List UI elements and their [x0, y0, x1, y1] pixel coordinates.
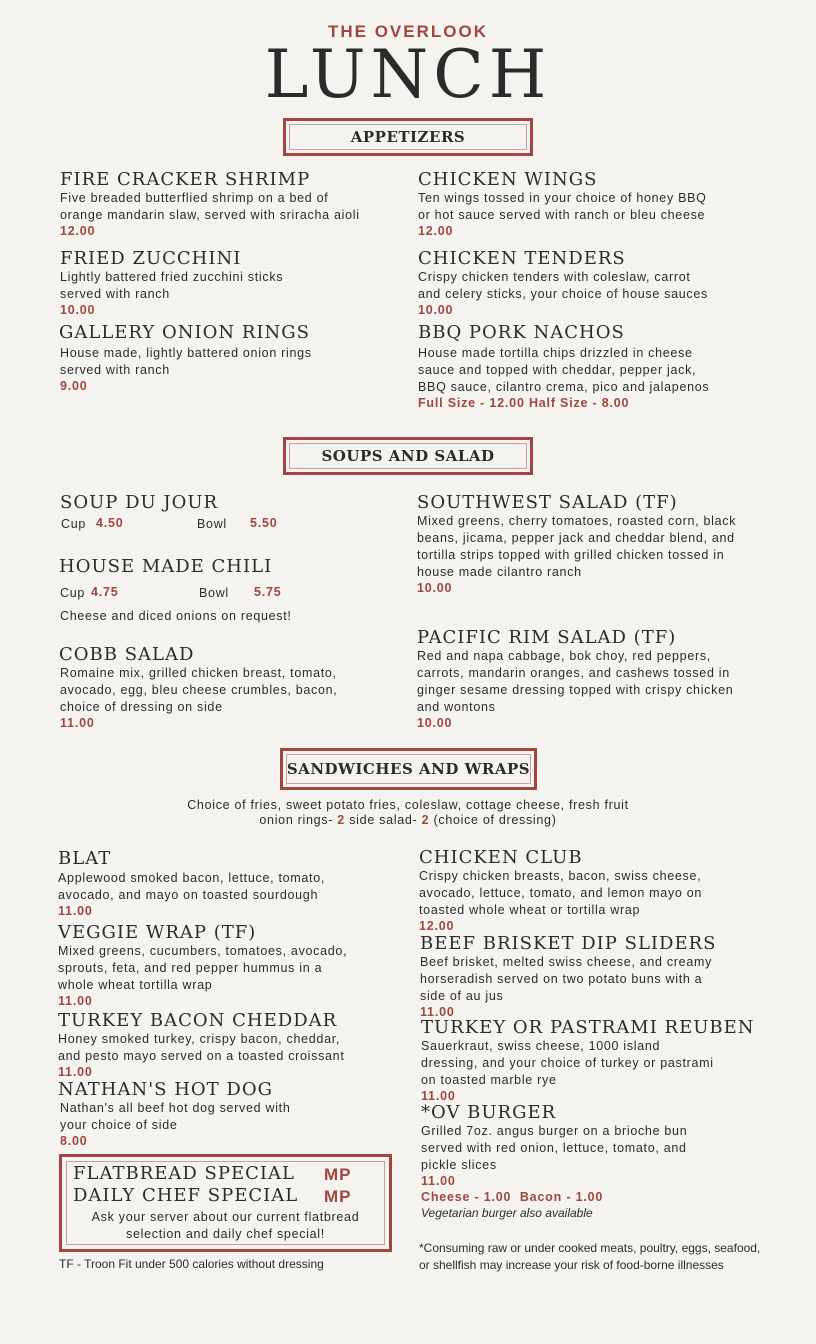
menu-item-fire-cracker-shrimp	[60, 170, 360, 238]
specials-desc-2: selection and daily chef special!	[126, 1227, 325, 1241]
item-desc: served with red onion, lettuce, tomato, and	[421, 1141, 687, 1155]
item-price: 11.00	[420, 1005, 455, 1019]
item-name: BLAT	[58, 848, 112, 869]
menu-item-onion-rings	[59, 323, 312, 393]
item-desc: Lightly battered fried zucchini sticks	[60, 270, 284, 284]
item-price: 11.00	[60, 716, 95, 730]
bowl-label: Bowl	[199, 586, 229, 600]
item-desc: served with ranch	[60, 287, 170, 301]
item-desc: Five breaded butterflied shrimp on a bed of	[60, 191, 329, 205]
flatbread-special-name: FLATBREAD SPECIAL	[73, 1163, 295, 1184]
item-name: CHICKEN TENDERS	[418, 248, 626, 269]
item-desc: Nathan's all beef hot dog served with	[60, 1101, 291, 1115]
cup-price: 4.50	[96, 516, 124, 530]
consumption-warning-line-2: or shellfish may increase your risk of food-borne illnesses	[419, 1258, 724, 1272]
item-desc: and pesto mayo served on a toasted croissant	[58, 1049, 345, 1063]
menu-title: LUNCH	[264, 36, 552, 113]
item-desc: Ten wings tossed in your choice of honey BBQ	[418, 191, 707, 205]
item-name: NATHAN'S HOT DOG	[58, 1079, 273, 1100]
bowl-price: 5.50	[250, 516, 278, 530]
item-price: 8.00	[60, 1134, 88, 1148]
item-desc: ginger sesame dressing topped with crispy chicken	[417, 683, 734, 697]
item-desc: Applewood smoked bacon, lettuce, tomato,	[58, 871, 326, 885]
item-desc: Mixed greens, cucumbers, tomatoes, avocado,	[58, 944, 348, 958]
menu-item-pacific-rim-salad	[417, 628, 733, 730]
item-desc: avocado, and mayo on toasted sourdough	[58, 888, 319, 902]
item-name: SOUTHWEST SALAD (TF)	[417, 492, 678, 513]
cup-label: Cup	[60, 586, 86, 600]
item-desc: BBQ sauce, cilantro crema, pico and jalapenos	[418, 380, 710, 394]
item-desc: or hot sauce served with ranch or bleu cheese	[418, 208, 706, 222]
sides-line-1: Choice of fries, sweet potato fries, coleslaw, cottage cheese, fresh fruit	[187, 798, 629, 812]
menu-item-house-made-chili	[59, 557, 389, 623]
item-desc: side of au jus	[420, 989, 504, 1003]
bowl-price: 5.75	[254, 585, 282, 599]
item-price: 10.00	[417, 716, 453, 730]
item-price: 10.00	[418, 303, 454, 317]
item-name: COBB SALAD	[59, 644, 195, 665]
item-name: CHICKEN CLUB	[419, 847, 583, 868]
item-desc: house made cilantro ranch	[417, 565, 582, 579]
item-name: GALLERY ONION RINGS	[59, 322, 310, 343]
consumption-warning-line-1: *Consuming raw or under cooked meats, poultry, eggs, seafood,	[419, 1241, 761, 1255]
item-desc: dressing, and your choice of turkey or pastrami	[421, 1056, 714, 1070]
item-desc: House made tortilla chips drizzled in cheese	[418, 346, 693, 360]
item-price: 10.00	[60, 303, 96, 317]
menu-item-cobb-salad	[59, 645, 337, 730]
item-desc: horseradish served on two potato buns with a	[420, 972, 703, 986]
menu-item-beef-brisket-sliders	[420, 934, 716, 1019]
item-price: 11.00	[58, 904, 93, 918]
item-price: 11.00	[421, 1174, 456, 1188]
item-desc: tortilla strips topped with grilled chicken tossed in	[417, 548, 725, 562]
burger-addons: Cheese - 1.00 Bacon - 1.00	[421, 1190, 604, 1204]
item-name: VEGGIE WRAP (TF)	[58, 922, 257, 943]
section-heading-sandwiches	[280, 748, 537, 790]
item-desc: House made, lightly battered onion rings	[60, 346, 312, 360]
item-price: 12.00	[60, 224, 96, 238]
item-price: 12.00	[419, 919, 455, 933]
cup-label: Cup	[61, 517, 87, 531]
item-name: *OV BURGER	[421, 1102, 557, 1123]
item-name: SOUP DU JOUR	[60, 492, 219, 513]
item-desc: whole wheat tortilla wrap	[58, 978, 213, 992]
item-name: BEEF BRISKET DIP SLIDERS	[420, 933, 717, 954]
item-name: BBQ PORK NACHOS	[418, 322, 625, 343]
item-desc: carrots, mandarin oranges, and cashews tossed in	[417, 666, 730, 680]
item-price: 11.00	[58, 1065, 93, 1079]
item-desc: pickle slices	[421, 1158, 497, 1172]
item-desc: orange mandarin slaw, served with sriracha aioli	[60, 208, 360, 222]
item-desc: avocado, lettuce, tomato, and lemon mayo on	[419, 886, 703, 900]
section-heading-sandwiches-label: SANDWICHES AND WRAPS	[286, 760, 531, 778]
specials-desc-1: Ask your server about our current flatbread	[91, 1210, 360, 1224]
menu-item-southwest-salad	[417, 493, 736, 595]
section-heading-appetizers-label: APPETIZERS	[350, 128, 466, 146]
item-name: TURKEY OR PASTRAMI REUBEN	[421, 1017, 755, 1038]
sides-info	[0, 797, 816, 829]
flatbread-special-price: MP	[324, 1165, 352, 1184]
cup-price: 4.75	[91, 585, 119, 599]
item-price: Full Size - 12.00 Half Size - 8.00	[418, 396, 630, 410]
chef-special-name: DAILY CHEF SPECIAL	[73, 1185, 299, 1206]
menu-item-chicken-club	[419, 848, 702, 933]
item-desc: Mixed greens, cherry tomatoes, roasted corn, black	[417, 514, 737, 528]
menu-item-turkey-bacon-cheddar	[58, 1011, 345, 1079]
venue-name: THE OVERLOOK	[327, 22, 488, 41]
consumption-warning	[419, 1240, 760, 1274]
menu-item-chicken-tenders	[418, 249, 708, 317]
menu-item-ov-burger	[421, 1103, 687, 1220]
section-heading-soups-label: SOUPS AND SALAD	[321, 447, 495, 465]
item-desc: choice of dressing on side	[60, 700, 223, 714]
menu-item-soup-du-jour	[60, 493, 390, 536]
item-name: FIRE CRACKER SHRIMP	[60, 169, 311, 190]
item-desc: and wontons	[417, 700, 496, 714]
item-desc: toasted whole wheat or tortilla wrap	[419, 903, 641, 917]
sides-dressing-note: (choice of dressing)	[429, 813, 557, 827]
section-heading-soups	[283, 437, 533, 475]
item-desc: on toasted marble rye	[421, 1073, 557, 1087]
item-desc: Crispy chicken tenders with coleslaw, carrot	[418, 270, 691, 284]
section-heading-appetizers	[283, 118, 533, 156]
sides-side-salad-label: side salad-	[345, 813, 422, 827]
item-desc: Red and napa cabbage, bok choy, red peppers,	[417, 649, 711, 663]
menu-item-nathans-hot-dog	[58, 1080, 291, 1148]
item-price: 10.00	[417, 581, 453, 595]
item-desc: sauce and topped with cheddar, pepper jack,	[418, 363, 697, 377]
menu-item-reuben	[421, 1018, 755, 1103]
item-desc: your choice of side	[60, 1118, 178, 1132]
sides-onion-rings-label: onion rings-	[259, 813, 338, 827]
menu-item-chicken-wings	[418, 170, 707, 238]
item-desc: served with ranch	[60, 363, 170, 377]
item-price: 11.00	[421, 1089, 456, 1103]
item-price: 9.00	[60, 379, 88, 393]
item-desc: Honey smoked turkey, crispy bacon, cheddar,	[58, 1032, 341, 1046]
item-price: 12.00	[418, 224, 454, 238]
chili-note: Cheese and diced onions on request!	[60, 609, 292, 623]
menu-item-fried-zucchini	[60, 249, 283, 317]
item-name: FRIED ZUCCHINI	[60, 248, 242, 269]
chef-special-price: MP	[324, 1187, 352, 1206]
item-desc: sprouts, feta, and red pepper hummus in a	[58, 961, 323, 975]
menu-item-veggie-wrap	[58, 923, 347, 1008]
burger-veg-note: Vegetarian burger also available	[421, 1206, 593, 1220]
menu-item-bbq-pork-nachos	[418, 323, 709, 410]
item-name: HOUSE MADE CHILI	[59, 556, 273, 577]
item-desc: Romaine mix, grilled chicken breast, tomato,	[60, 666, 337, 680]
item-price: 11.00	[58, 994, 93, 1008]
specials-box	[59, 1154, 392, 1252]
bowl-label: Bowl	[197, 517, 227, 531]
sides-side-salad-price: 2	[421, 813, 430, 827]
item-name: CHICKEN WINGS	[418, 169, 598, 190]
item-desc: beans, jicama, pepper jack and cheddar blend, and	[417, 531, 735, 545]
item-desc: and celery sticks, your choice of house sauces	[418, 287, 708, 301]
menu-item-blat	[58, 849, 325, 918]
tf-note: TF - Troon Fit under 500 calories without dressing	[59, 1257, 324, 1271]
item-desc: avocado, egg, bleu cheese crumbles, bacon,	[60, 683, 338, 697]
item-desc: Crispy chicken breasts, bacon, swiss cheese,	[419, 869, 702, 883]
item-name: PACIFIC RIM SALAD (TF)	[417, 627, 677, 648]
sides-line-2	[0, 812, 816, 829]
sides-onion-rings-price: 2	[337, 813, 346, 827]
item-desc: Grilled 7oz. angus burger on a brioche bun	[421, 1124, 688, 1138]
item-name: TURKEY BACON CHEDDAR	[58, 1010, 338, 1031]
item-desc: Beef brisket, melted swiss cheese, and creamy	[420, 955, 713, 969]
item-desc: Sauerkraut, swiss cheese, 1000 island	[421, 1039, 661, 1053]
